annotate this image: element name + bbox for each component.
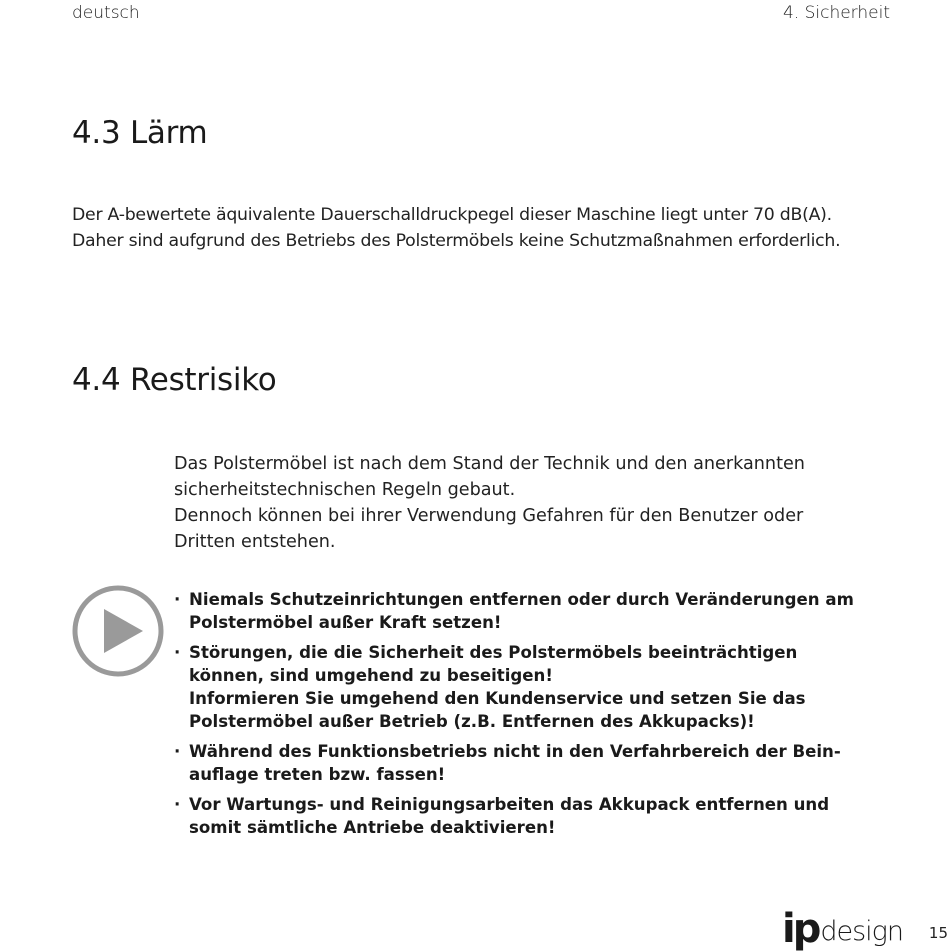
warning-line: somit sämtliche Antriebe deaktivieren! (189, 818, 556, 837)
warning-line: auflage treten bzw. fassen! (189, 765, 446, 784)
logo-design-text: design (820, 916, 903, 947)
residual-line: Dritten entstehen. (174, 532, 336, 552)
residual-line: Dennoch können bei ihrer Verwendung Gefahren für den Benutzer oder (174, 506, 804, 526)
noise-paragraph (72, 202, 932, 254)
noise-line: Daher sind aufgrund des Betriebs des Polstermöbels keine Schutzmaßnahmen erforderlich. (72, 231, 841, 251)
warning-line: Polstermöbel außer Betrieb (z.B. Entfernen des Akkupacks)! (189, 712, 755, 731)
warning-line: können, sind umgehend zu beseitigen! (189, 666, 553, 685)
ipdesign-logo (782, 903, 903, 952)
logo-ip-text: ip (782, 906, 819, 952)
warning-list (174, 588, 874, 846)
residual-line: Das Polstermöbel ist nach dem Stand der Technik und den anerkannten (174, 454, 805, 474)
section-heading-residual-risk: 4.4 Restrisiko (72, 362, 277, 398)
warning-item (174, 793, 874, 839)
play-circle-icon (72, 585, 164, 677)
header-chapter: 4. Sicherheit (782, 3, 890, 23)
residual-line: sicherheitstechnischen Regeln gebaut. (174, 480, 516, 500)
warning-item (174, 641, 874, 733)
warning-line: Niemals Schutzeinrichtungen entfernen oder durch Veränderungen am (189, 590, 854, 609)
warning-item (174, 588, 874, 634)
page-number: 15 (928, 924, 948, 942)
warning-item (174, 740, 874, 786)
warning-line: Informieren Sie umgehend den Kundenservice und setzen Sie das (189, 689, 806, 708)
warning-line: Störungen, die die Sicherheit des Polstermöbels beeinträchtigen (189, 643, 798, 662)
warning-line: Vor Wartungs- und Reinigungsarbeiten das Akkupack entfernen und (189, 795, 830, 814)
residual-risk-paragraph (174, 451, 904, 555)
noise-line: Der A-bewertete äquivalente Dauerschalldruckpegel dieser Maschine liegt unter 70 dB(A). (72, 205, 832, 225)
warning-line: Während des Funktionsbetriebs nicht in den Verfahrbereich der Bein- (189, 742, 841, 761)
header-language: deutsch (72, 3, 140, 23)
warning-line: Polstermöbel außer Kraft setzen! (189, 613, 502, 632)
section-heading-noise: 4.3 Lärm (72, 115, 208, 151)
